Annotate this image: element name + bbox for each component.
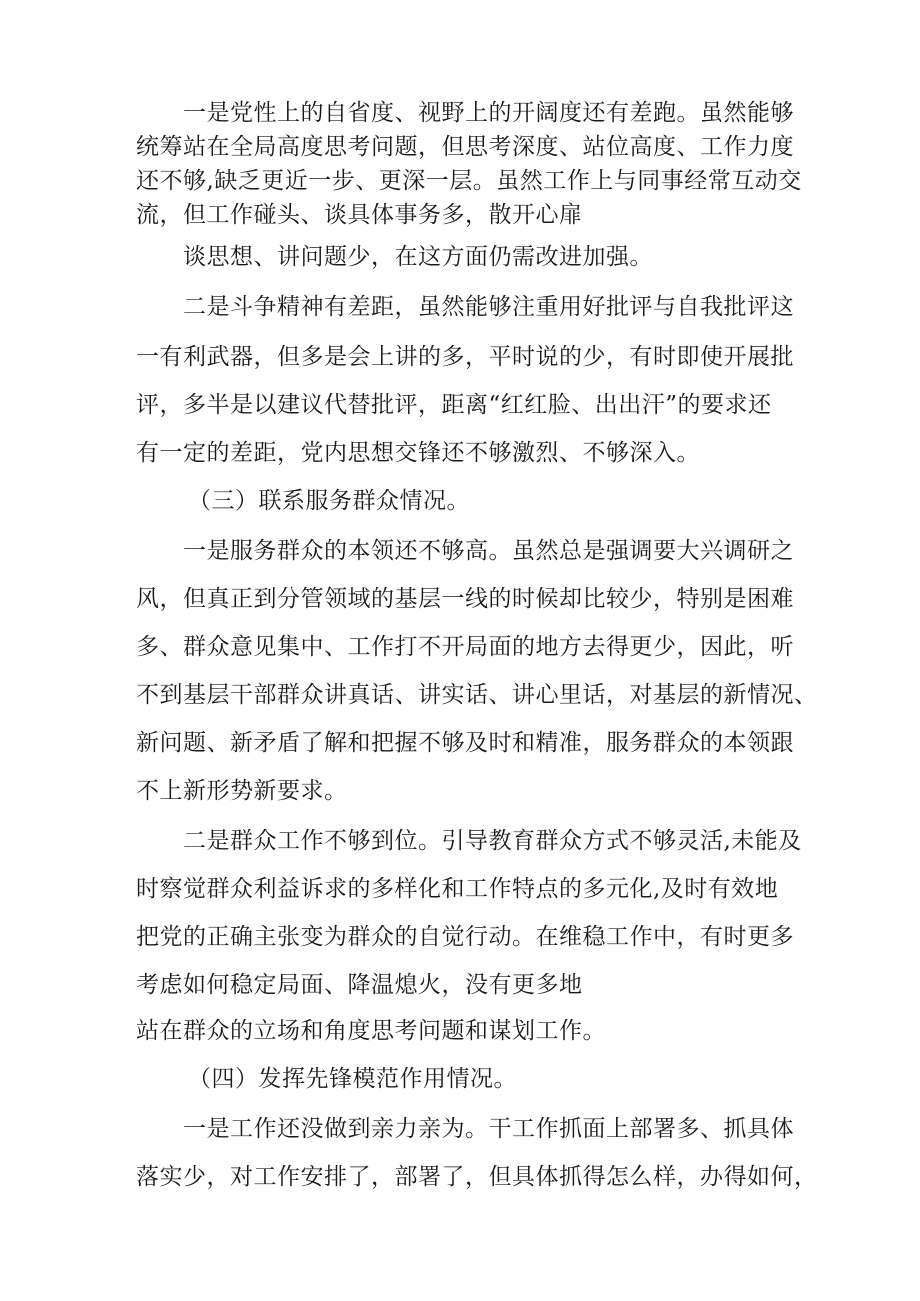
text-line: 不上新形势新要求。	[136, 778, 348, 804]
text-line: 风，但真正到分管领域的基层一线的时候却比较少，特别是困难	[136, 586, 794, 612]
section-heading: （三）联系服务群众情况。	[188, 488, 470, 514]
text-line: 一是党性上的自省度、视野上的开阔度还有差跑。虽然能够	[183, 100, 794, 126]
text-line: 二是群众工作不够到位。引导教育群众方式不够灵活,未能及	[183, 828, 802, 854]
section-heading: （四）发挥先锋模范作用情况。	[188, 1066, 517, 1092]
text-line: 考虑如何稳定局面、降温熄火，没有更多地	[136, 972, 583, 998]
text-line: 落实少，对工作安排了，部署了，但具体抓得怎么样，办得如何，	[136, 1164, 818, 1190]
text-line: 流，但工作碰头、谈具体事务多，散开心扉	[136, 202, 583, 228]
text-line: 还不够,缺乏更近一步、更深一层。虽然工作上与同事经常互动交	[136, 168, 802, 194]
text-line: 新问题、新矛盾了解和把握不够及时和精准，服务群众的本领跟	[136, 730, 794, 756]
text-line: 一有利武器，但多是会上讲的多，平时说的少，有时即使开展批	[136, 344, 794, 370]
text-line: 把党的正确主张变为群众的自觉行动。在维稳工作中，有时更多	[136, 924, 794, 950]
text-line: 有一定的差距，党内思想交锋还不够激烈、不够深入。	[136, 440, 700, 466]
text-line: 一是工作还没做到亲力亲为。干工作抓面上部署多、抓具体	[183, 1116, 794, 1142]
text-line: 时察觉群众利益诉求的多样化和工作特点的多元化,及时有效地	[136, 876, 779, 902]
text-line: 统筹站在全局高度思考问题，但思考深度、站位高度、工作力度	[136, 134, 794, 160]
text-line: 谈思想、讲问题少，在这方面仍需改进加强。	[183, 244, 653, 270]
text-line: 二是斗争精神有差距，虽然能够注重用好批评与自我批评这	[183, 294, 794, 320]
text-line: 站在群众的立场和角度思考问题和谋划工作。	[136, 1018, 606, 1044]
text-line: 不到基层干部群众讲真话、讲实话、讲心里话，对基层的新情况、	[136, 682, 818, 708]
text-line: 评，多半是以建议代替批评，距离“红红脸、出出汗”的要求还	[136, 392, 772, 418]
text-line: 一是服务群众的本领还不够高。虽然总是强调要大兴调研之	[183, 538, 794, 564]
text-line: 多、群众意见集中、工作打不开局面的地方去得更少，因此，听	[136, 634, 794, 660]
